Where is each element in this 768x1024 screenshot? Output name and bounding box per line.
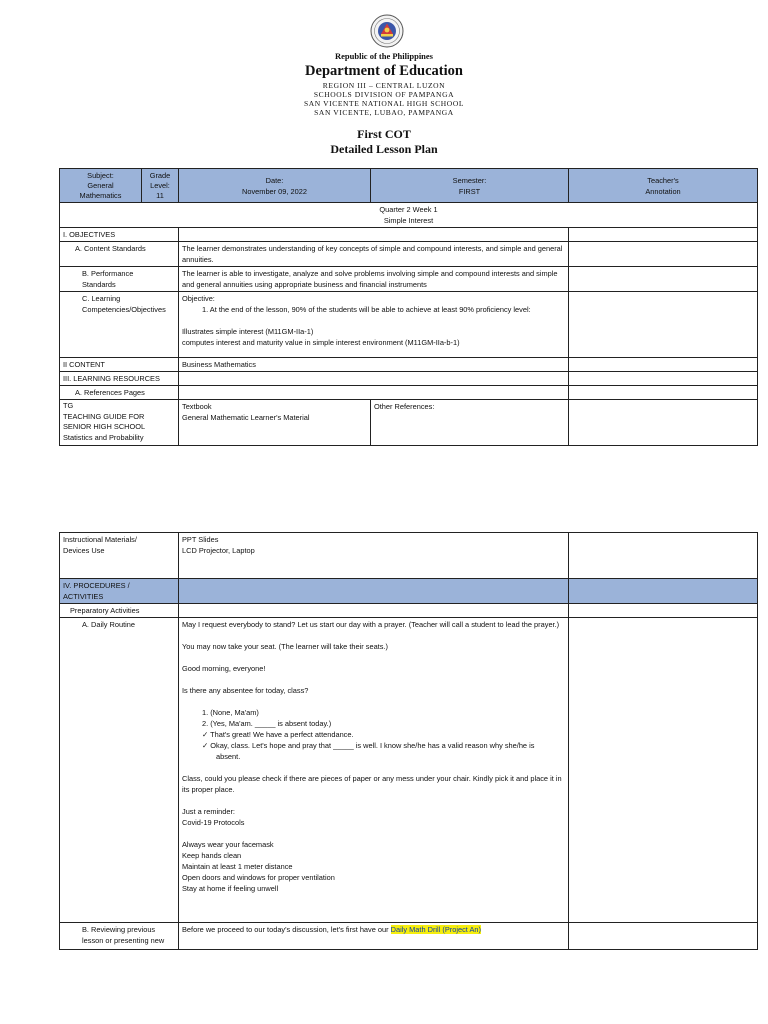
review-label-cell <box>60 923 179 950</box>
quarter-row <box>60 203 758 228</box>
performance-standards-cell <box>60 267 179 292</box>
competencies-row <box>60 292 758 358</box>
textbook-label: Textbook <box>182 402 212 411</box>
content-value: Business Mathematics <box>179 358 569 372</box>
check-item-2-continued: absent. <box>216 752 241 761</box>
competency-1: Illustrates simple interest (M11GM-IIa-1) <box>182 327 314 336</box>
protocol-item-4: Open doors and windows for proper ventilation <box>182 873 335 882</box>
cleanliness-paragraph: Class, could you please check if there are pieces of paper or any mess under your chair. Kindly pick it and place it in its proper place. <box>182 774 562 794</box>
competencies-cell <box>60 292 179 358</box>
greeting-paragraph: Good morning, everyone! <box>182 664 266 673</box>
references-row <box>60 386 758 400</box>
learning-resources-heading: III. LEARNING RESOURCES <box>60 372 179 386</box>
subject-value-2: Mathematics <box>79 190 122 200</box>
textbook-value: General Mathematic Learner's Material <box>182 413 310 422</box>
materials-label-cell <box>60 533 179 579</box>
preparatory-label: Preparatory Activities <box>60 604 179 618</box>
review-label-2: lesson or presenting new <box>82 936 165 945</box>
subject-cell <box>60 169 142 203</box>
references-label: A. References Pages <box>60 386 179 400</box>
content-standards-row <box>60 242 758 267</box>
reminder-label: Just a reminder: <box>182 807 235 816</box>
prayer-paragraph: May I request everybody to stand? Let us start our day with a prayer. (Teacher will call a student to lead the prayer.) <box>182 620 560 629</box>
teaching-guide-row <box>60 400 758 446</box>
quarter-week: Quarter 2 Week 1 <box>379 205 438 214</box>
republic-heading: Republic of the Philippines <box>334 51 433 61</box>
competencies-label-2: Competencies/Objectives <box>82 305 166 314</box>
content-label: II CONTENT <box>60 358 179 372</box>
performance-label: B. Performance <box>82 269 134 278</box>
objective-heading: Objective: <box>182 294 215 303</box>
covid-protocols-label: Covid-19 Protocols <box>182 818 245 827</box>
lesson-topic: Simple Interest <box>383 216 434 225</box>
semester-cell <box>371 169 569 203</box>
procedures-heading: IV. PROCEDURES / <box>63 581 130 590</box>
lesson-plan-table <box>59 168 758 446</box>
materials-value-2: LCD Projector, Laptop <box>182 546 255 555</box>
document-subtitle: Detailed Lesson Plan <box>330 142 438 156</box>
protocol-item-5: Stay at home if feeling unwell <box>182 884 279 893</box>
semester-label: Semester: <box>452 175 487 185</box>
procedures-table <box>59 532 758 950</box>
textbook-cell <box>179 400 371 446</box>
daily-math-drill-highlight: Daily Math Drill (Project An) <box>390 925 482 934</box>
daily-routine-label: A. Daily Routine <box>60 618 179 923</box>
performance-standards-row <box>60 267 758 292</box>
competencies-label: C. Learning <box>82 294 121 303</box>
competencies-text-cell <box>179 292 569 358</box>
content-standards-label: A. Content Standards <box>60 242 179 267</box>
date-label: Date: <box>265 175 284 185</box>
answer-item-2: 2. (Yes, Ma'am. _____ is absent today.) <box>202 719 332 728</box>
daily-routine-content <box>179 618 569 923</box>
tg-level: SENIOR HIGH SCHOOL <box>63 422 146 431</box>
performance-label-2: Standards <box>82 280 116 289</box>
address-line: SAN VICENTE, LUBAO, PAMPANGA <box>314 108 454 117</box>
materials-label: Instructional Materials/ <box>63 535 137 544</box>
materials-label-2: Devices Use <box>63 546 105 555</box>
document-title: First COT <box>357 127 411 141</box>
annotation-label-2: Annotation <box>645 186 681 196</box>
procedures-heading-2: ACTIVITIES <box>63 592 104 601</box>
daily-routine-row <box>60 618 758 923</box>
quarter-cell <box>60 203 758 228</box>
answer-item-1: 1. (None, Ma'am) <box>202 708 259 717</box>
check-item-1: ✓ That's great! We have a perfect attendance. <box>202 730 354 739</box>
tg-subject: Statistics and Probability <box>63 432 144 442</box>
review-row <box>60 923 758 950</box>
annotation-label: Teacher's <box>647 175 679 185</box>
grade-label-2: Level: <box>150 180 170 190</box>
procedures-heading-row <box>60 579 758 604</box>
grade-value: 11 <box>156 190 164 200</box>
materials-value-cell <box>179 533 569 579</box>
teaching-guide-cell <box>60 400 179 446</box>
review-text-cell <box>179 923 569 950</box>
subject-value: General <box>87 180 114 190</box>
review-label: B. Reviewing previous <box>82 925 156 934</box>
procedures-heading-cell <box>60 579 179 604</box>
grade-cell <box>142 169 179 203</box>
objectives-row <box>60 228 758 242</box>
department-heading: Department of Education <box>305 63 463 79</box>
info-header-row <box>60 169 758 203</box>
preparatory-row <box>60 604 758 618</box>
objectives-heading: I. OBJECTIVES <box>60 228 179 242</box>
subject-label: Subject: <box>87 170 114 180</box>
materials-value: PPT Slides <box>182 535 219 544</box>
date-cell <box>179 169 371 203</box>
content-standards-text: The learner demonstrates understanding of key concepts of simple and compound interests, and simple and general annuities. <box>179 242 569 267</box>
grade-label: Grade <box>149 170 171 180</box>
review-text: Before we proceed to our today's discussion, let's first have our <box>182 925 389 934</box>
attendance-question: Is there any absentee for today, class? <box>182 686 309 695</box>
protocol-item-1: Always wear your facemask <box>182 840 274 849</box>
deped-seal-icon <box>370 14 404 48</box>
region-line: REGION III – CENTRAL LUZON <box>322 81 446 90</box>
semester-value: FIRST <box>458 186 481 196</box>
learning-resources-row <box>60 372 758 386</box>
objective-item: 1. At the end of the lesson, 90% of the students will be able to achieve at least 90% proficiency level: <box>202 305 531 314</box>
tg-title: TEACHING GUIDE FOR <box>63 411 145 421</box>
division-line: SCHOOLS DIVISION OF PAMPANGA <box>313 90 455 99</box>
seat-paragraph: You may now take your seat. (The learner will take their seats.) <box>182 642 388 651</box>
performance-standards-text: The learner is able to investigate, analyze and solve problems involving simple and compound interests and simple and general annuities using appropriate business and financial instruments <box>179 267 569 292</box>
content-row <box>60 358 758 372</box>
annotation-header-cell <box>569 169 758 203</box>
competency-2: computes interest and maturity value in simple interest environment (M11GM-IIa-b-1) <box>182 338 460 347</box>
check-item-2: ✓ Okay, class. Let's hope and pray that _____ is well. I know she/he has a valid reason why she/he is <box>202 741 535 750</box>
protocol-item-2: Keep hands clean <box>182 851 242 860</box>
protocol-item-3: Maintain at least 1 meter distance <box>182 862 293 871</box>
materials-row <box>60 533 758 579</box>
other-references-label: Other References: <box>371 400 569 446</box>
date-value: November 09, 2022 <box>242 186 307 196</box>
school-line: SAN VICENTE NATIONAL HIGH SCHOOL <box>303 99 465 108</box>
tg-label: TG <box>63 401 74 410</box>
